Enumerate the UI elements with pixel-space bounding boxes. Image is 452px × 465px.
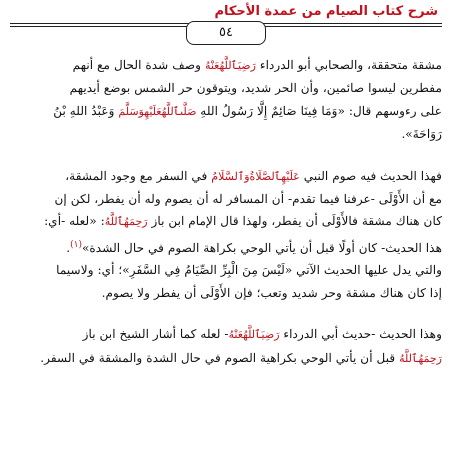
text-segment: وَعَبْدُ اللهِ بْنُ — [53, 103, 119, 118]
text-line — [10, 165, 442, 188]
page-number: ٥٤ — [186, 21, 266, 45]
text-line — [10, 347, 442, 370]
text-segment: مع أن الأَوْلَى -عرفنا فيما تقدم- أن المسافر له أن يصوم وله أن يفطر، لكن إن — [54, 192, 442, 207]
text-segment: قبل أن يأتي الوحي بكراهية الصوم في حال الشدة والمشقة في السفر. — [40, 350, 400, 365]
text-line — [10, 100, 442, 123]
text-segment: والتي يدل عليها الحديث الآتي «لَيْسَ مِنَ الْبِرِّ الصِّيَامُ فِي السَّفَرِ»؛ أي: ولاسيما — [56, 263, 442, 278]
paragraph — [10, 165, 442, 305]
text-line — [10, 77, 442, 99]
honorific-formula: رَحِمَهُٱللَّهُ — [104, 215, 148, 229]
honorific-formula: رَضِيَٱللَّهُعَنْهُ — [228, 328, 280, 342]
text-segment: كان هناك مشقة فالأَوْلَى أن يفطر، ولهذا قال الإمام ابن باز — [147, 214, 442, 229]
text-line — [10, 282, 442, 304]
text-line — [10, 323, 442, 346]
paragraph — [10, 323, 442, 370]
text-segment: وصف شدة الحال مع أنهم — [72, 58, 205, 72]
text-line — [10, 259, 442, 281]
honorific-formula: رَحِمَهُٱللَّهُ — [399, 351, 442, 365]
text-line — [10, 188, 442, 210]
text-line — [10, 123, 442, 145]
text-segment: فهذا الحديث فيه صوم النبي — [299, 168, 442, 183]
text-segment: مشقة متحققة، والصحابي أبو الدرداء — [255, 58, 442, 72]
text-line — [10, 234, 442, 259]
text-segment: في السفر مع وجود المشقة، — [65, 168, 212, 183]
text-line — [10, 54, 442, 77]
honorific-formula: رَضِيَٱللَّهُعَنْهُ — [204, 59, 256, 72]
text-segment: رَوَاحَةَ». — [401, 127, 442, 142]
text-segment: على رءوسهم قال: «وَمَا فِينَا صَائِمٌ إِلَّا رَسُولُ اللهِ — [196, 103, 442, 118]
footnote-marker: (١) — [70, 239, 82, 250]
running-title: شرح كتاب الصيام من عمدة الأحكام — [214, 4, 438, 19]
text-segment: . — [66, 240, 71, 255]
text-segment: إذا كان هناك مشقة وحر شديد وتعب؛ فإن الأَوْلَى أن يفطر ولا يصوم. — [101, 285, 442, 300]
text-segment: مفطرين ليسوا صائمين، وأن الحر شديد، ويتوقون حر الشمس بوضع أيديهم — [69, 81, 442, 96]
text-segment: : «لعله -أي: — [44, 214, 105, 229]
body-text — [10, 54, 442, 389]
honorific-formula: عَلَيْهِٱلصَّلَاةُوَٱلسَّلَامُ — [211, 169, 300, 183]
text-line — [10, 210, 442, 233]
text-segment: وهذا الحديث -حديث أبي الدرداء — [279, 327, 442, 342]
text-segment: - لعله كما أشار الشيخ ابن باز — [82, 327, 229, 342]
text-segment: هذا الحديث- كان أولًا قبل أن يأتي الوحي بكراهة الصوم في حال الشدة» — [81, 240, 442, 255]
paragraph — [10, 54, 442, 146]
honorific-formula: صَلَّىٱللَّهُعَلَيْهِوَسَلَّمَ — [118, 104, 197, 118]
